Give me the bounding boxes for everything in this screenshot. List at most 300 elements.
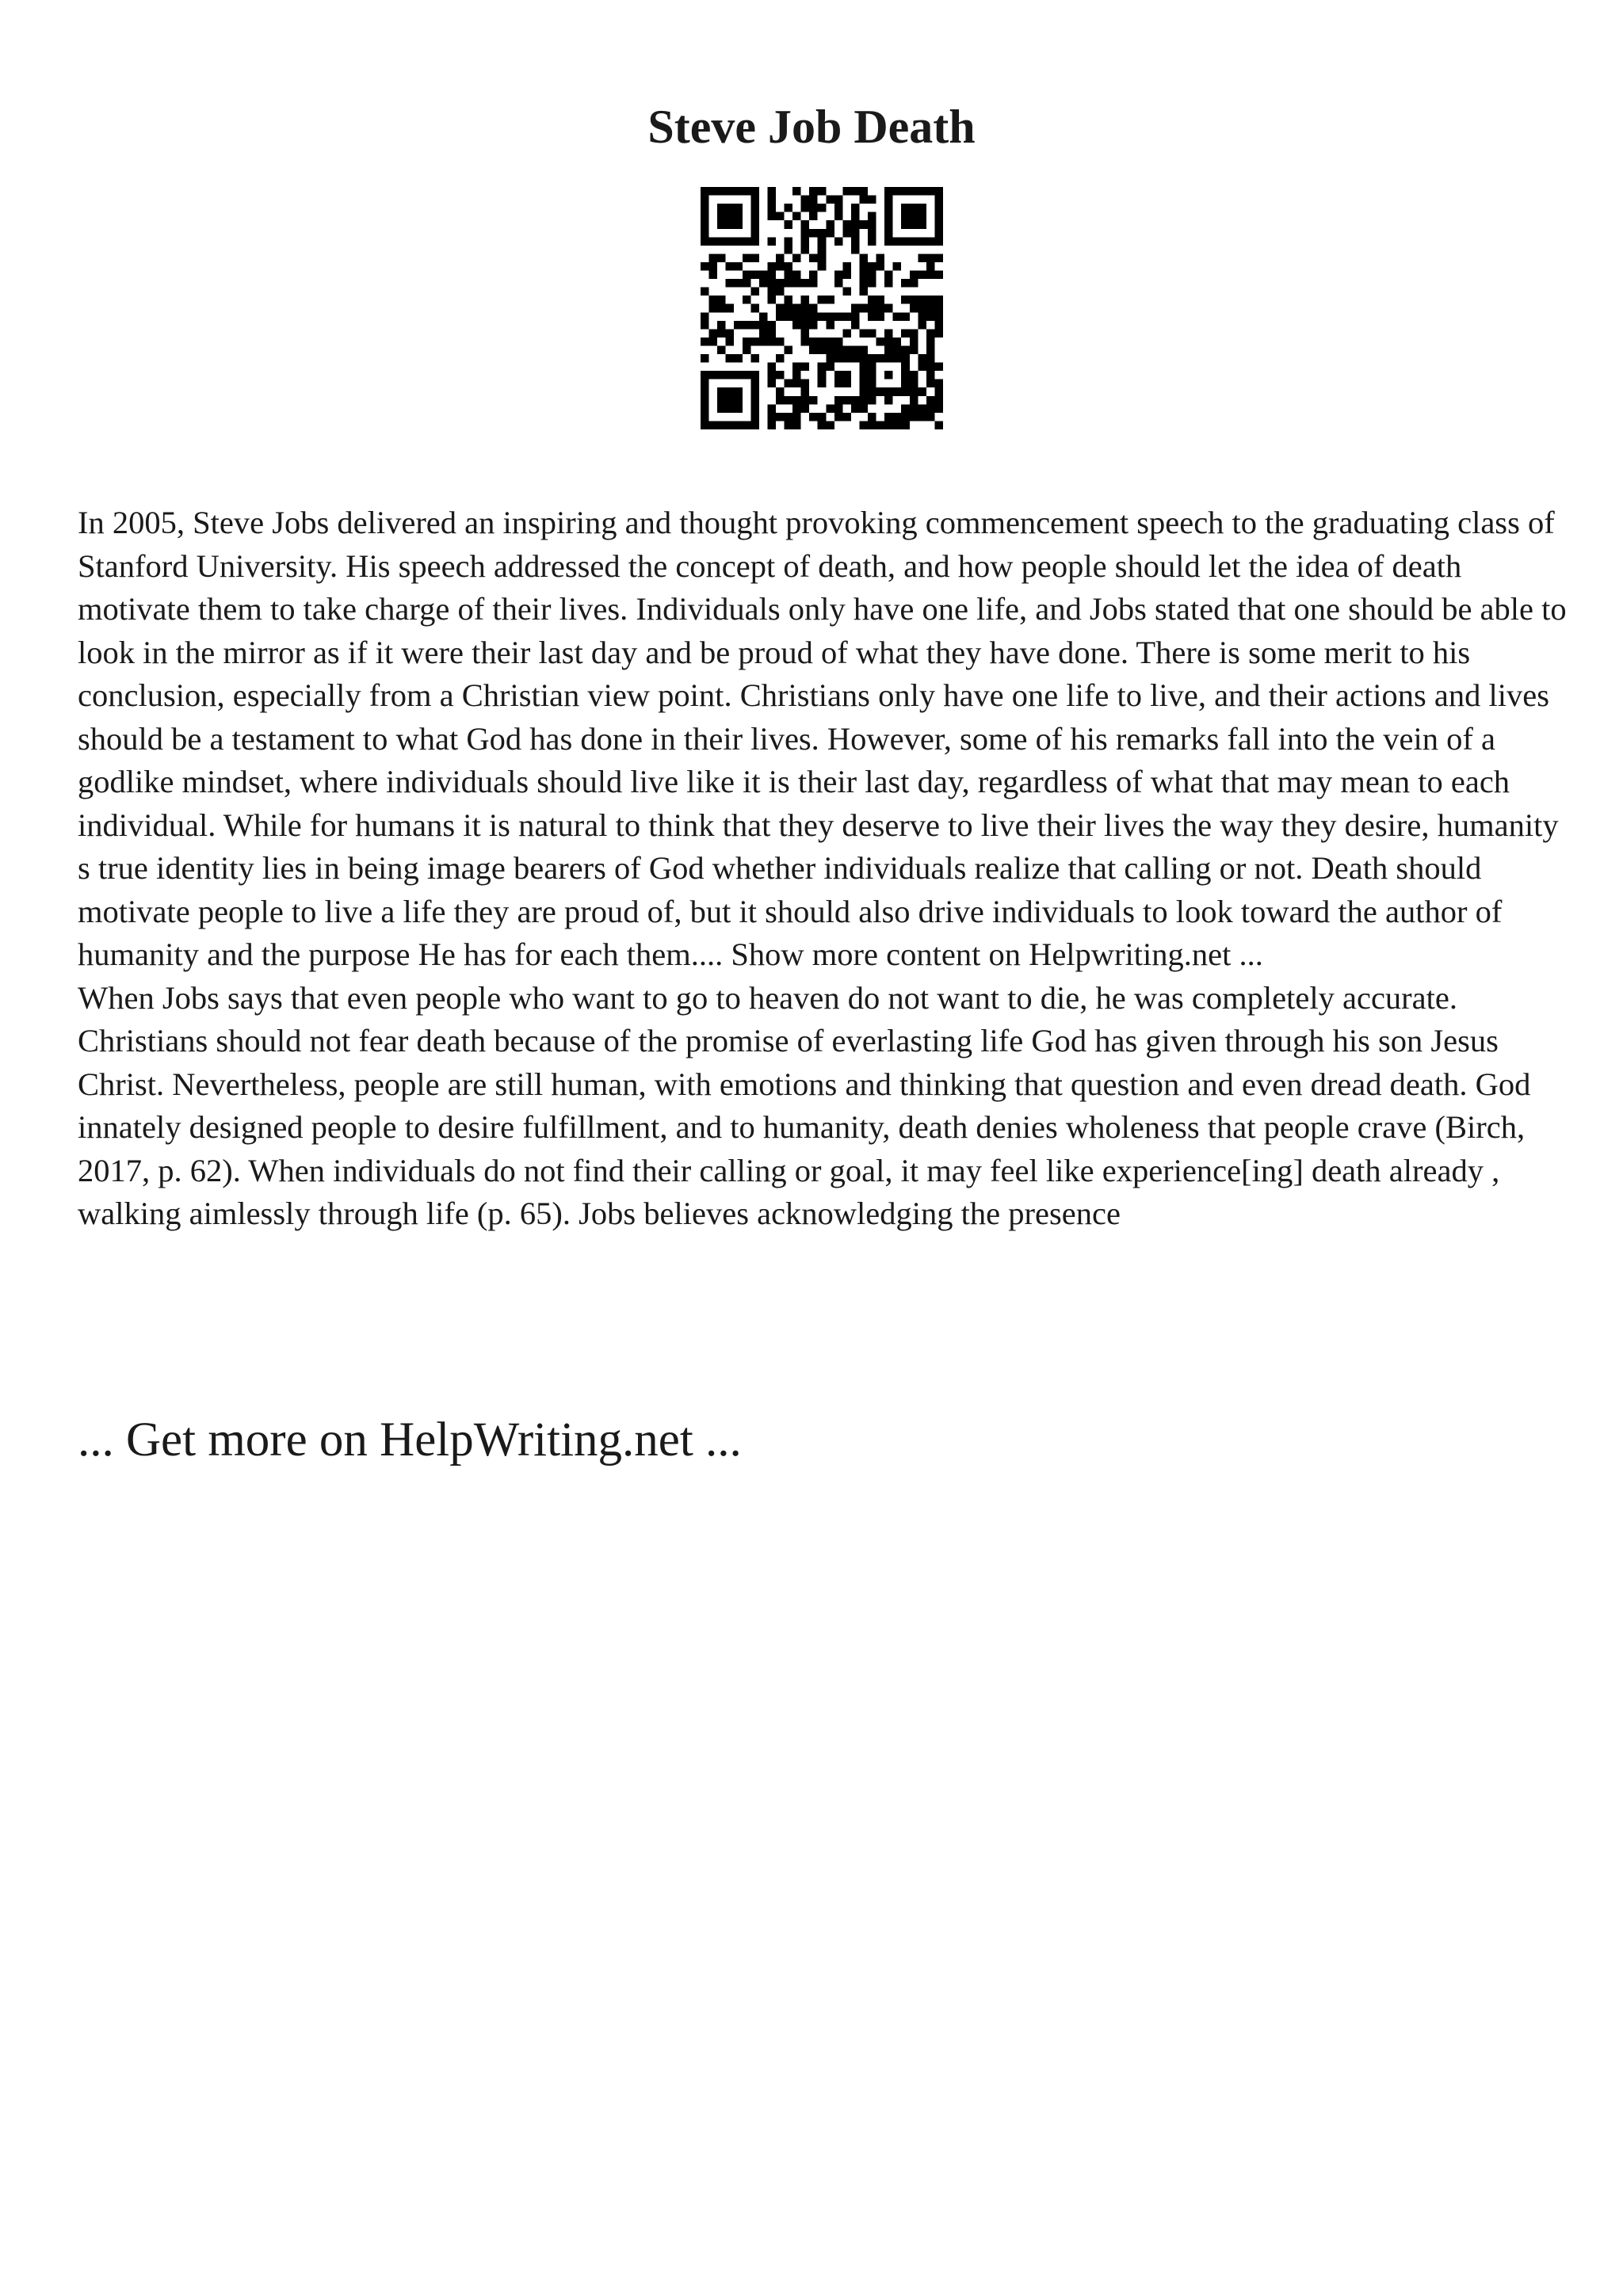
qr-module xyxy=(818,371,827,379)
qr-module xyxy=(809,204,818,212)
qr-module xyxy=(701,237,709,246)
qr-module xyxy=(792,279,801,288)
qr-module xyxy=(818,296,827,304)
qr-module xyxy=(918,204,926,212)
qr-module xyxy=(801,312,810,321)
qr-module xyxy=(701,387,709,396)
qr-module xyxy=(834,345,843,354)
qr-module xyxy=(726,421,735,429)
qr-module xyxy=(750,220,759,229)
qr-module xyxy=(750,421,759,429)
qr-module xyxy=(726,404,735,413)
qr-module xyxy=(926,329,935,338)
qr-module xyxy=(842,187,851,196)
qr-module xyxy=(851,304,860,313)
qr-module xyxy=(717,237,726,246)
qr-module xyxy=(918,387,926,396)
qr-module xyxy=(884,304,893,313)
qr-module xyxy=(767,363,776,372)
qr-module xyxy=(910,212,918,221)
qr-module xyxy=(893,387,902,396)
qr-module xyxy=(851,237,860,246)
qr-module xyxy=(918,312,926,321)
qr-module xyxy=(734,404,743,413)
qr-module xyxy=(801,246,810,254)
qr-module xyxy=(801,304,810,313)
qr-module xyxy=(717,187,726,196)
qr-module xyxy=(701,312,709,321)
qr-module xyxy=(910,237,918,246)
qr-module xyxy=(776,288,785,296)
qr-module xyxy=(834,237,843,246)
qr-module xyxy=(934,296,943,304)
qr-module xyxy=(926,304,935,313)
qr-module xyxy=(717,371,726,379)
qr-module xyxy=(726,279,735,288)
qr-module xyxy=(785,220,793,229)
qr-module xyxy=(801,338,810,346)
qr-module xyxy=(701,220,709,229)
qr-module xyxy=(868,279,876,288)
qr-module xyxy=(934,387,943,396)
qr-module xyxy=(859,304,868,313)
qr-module xyxy=(934,212,943,221)
qr-module xyxy=(726,304,735,313)
qr-module xyxy=(801,296,810,304)
qr-module xyxy=(743,321,751,330)
qr-module xyxy=(868,220,876,229)
qr-module xyxy=(934,329,943,338)
qr-module xyxy=(717,220,726,229)
qr-module xyxy=(701,371,709,379)
qr-module xyxy=(701,413,709,421)
qr-module xyxy=(851,212,860,221)
qr-module xyxy=(767,237,776,246)
qr-module xyxy=(809,271,818,280)
qr-module xyxy=(934,237,943,246)
qr-module xyxy=(926,237,935,246)
qr-module xyxy=(792,271,801,280)
qr-module xyxy=(876,338,885,346)
qr-module xyxy=(743,345,751,354)
qr-module xyxy=(834,371,843,379)
qr-module xyxy=(859,329,868,338)
qr-module xyxy=(884,204,893,212)
qr-module xyxy=(918,254,926,262)
qr-module xyxy=(926,187,935,196)
qr-module xyxy=(792,212,801,221)
qr-module xyxy=(826,229,834,238)
qr-module xyxy=(851,229,860,238)
qr-module xyxy=(826,354,834,363)
qr-module xyxy=(934,271,943,280)
body-paragraph: When Jobs says that even people who want to go to heaven do not want to die, he was completely accurate. Christians should not fear death because of the promise of everlasting life God has given through his son Jesus Christ. Nevertheless, people are still human, with emotions and thinking that question and even dread death. God innately designed people to desire fulfillment, and to humanity, death denies wholeness that people crave (Birch, 2017, p. 62). When individuals do not find their calling or goal, it may feel like experience[ing] death already , walking aimlessly through life (p. 65). Jobs believes acknowledging the presence xyxy=(78,979,1531,1231)
qr-module xyxy=(876,421,885,429)
qr-module xyxy=(934,379,943,388)
qr-module xyxy=(785,396,793,405)
qr-module xyxy=(884,237,893,246)
qr-module xyxy=(826,321,834,330)
qr-module xyxy=(809,229,818,238)
qr-module xyxy=(767,296,776,304)
qr-module xyxy=(851,321,860,330)
qr-module xyxy=(709,187,718,196)
qr-module xyxy=(851,246,860,254)
qr-module xyxy=(834,338,843,346)
qr-module xyxy=(834,396,843,405)
qr-module xyxy=(910,204,918,212)
qr-module xyxy=(901,404,910,413)
qr-module xyxy=(743,338,751,346)
qr-module xyxy=(750,379,759,388)
qr-module xyxy=(792,187,801,196)
qr-module xyxy=(893,413,902,421)
qr-module xyxy=(759,338,768,346)
qr-module xyxy=(884,371,893,379)
qr-module xyxy=(701,404,709,413)
qr-module xyxy=(859,371,868,379)
qr-module xyxy=(918,304,926,313)
qr-module xyxy=(901,237,910,246)
qr-module xyxy=(750,371,759,379)
qr-module xyxy=(901,204,910,212)
qr-module xyxy=(734,396,743,405)
qr-module xyxy=(934,204,943,212)
qr-module xyxy=(884,345,893,354)
qr-module xyxy=(926,312,935,321)
qr-module xyxy=(818,363,827,372)
qr-module xyxy=(809,196,818,204)
qr-module xyxy=(926,363,935,372)
get-more-link[interactable]: ... Get more on HelpWriting.net ... xyxy=(78,1413,742,1466)
qr-module xyxy=(842,229,851,238)
qr-module xyxy=(767,187,776,196)
qr-module xyxy=(750,387,759,396)
qr-module xyxy=(884,387,893,396)
qr-module xyxy=(709,254,718,262)
qr-module xyxy=(884,229,893,238)
qr-module xyxy=(767,321,776,330)
qr-module xyxy=(792,312,801,321)
qr-module xyxy=(826,404,834,413)
qr-module xyxy=(868,354,876,363)
qr-module xyxy=(809,254,818,262)
qr-module xyxy=(901,387,910,396)
qr-module xyxy=(734,220,743,229)
qr-module xyxy=(776,304,785,313)
qr-module xyxy=(842,345,851,354)
qr-module xyxy=(910,396,918,405)
qr-module xyxy=(868,413,876,421)
qr-module xyxy=(834,404,843,413)
qr-module xyxy=(717,421,726,429)
qr-module xyxy=(785,246,793,254)
qr-module xyxy=(785,413,793,421)
qr-module xyxy=(726,387,735,396)
qr-module xyxy=(859,345,868,354)
qr-module xyxy=(750,271,759,280)
qr-module xyxy=(734,262,743,271)
qr-module xyxy=(918,413,926,421)
qr-module xyxy=(709,237,718,246)
qr-module xyxy=(818,421,827,429)
qr-module xyxy=(785,379,793,388)
qr-module xyxy=(767,212,776,221)
qr-module xyxy=(901,371,910,379)
qr-module xyxy=(750,304,759,313)
qr-module xyxy=(818,237,827,246)
qr-module xyxy=(910,296,918,304)
qr-module xyxy=(776,262,785,271)
qr-module xyxy=(934,220,943,229)
qr-module xyxy=(893,187,902,196)
body-paragraph: In 2005, Steve Jobs delivered an inspiring and thought provoking commencement speech to the graduating class of Stanford University. His speech addressed the concept of death, and how people should let the idea of death motivate them to take charge of their lives. Individuals only have one life, and Jobs stated that one should be able to look in the mirror as if it were their last day and be proud of what they have done. There is some merit to his conclusion, especially from a Christian view point. Christians only have one life to live, and their actions and lives should be a testament to what God has done in their lives. However, some of his remarks fall into the vein of a godlike mindset, where individuals should live like it is their last day, regardless of what that may mean to each individual. While for humans it is natural to think that they deserve to live their lives the way they desire, humanity s true identity lies in being image bearers of God whether individuals realize that calling or not. Death should motivate people to live a life they are proud of, but it should also drive individuals to look toward the author of humanity and the purpose He has for each them.... Show more content on Helpwriting.net ... xyxy=(78,505,1567,972)
qr-module xyxy=(918,187,926,196)
qr-module xyxy=(884,212,893,221)
qr-module xyxy=(709,329,718,338)
qr-module xyxy=(884,187,893,196)
qr-module xyxy=(750,204,759,212)
qr-module xyxy=(926,338,935,346)
qr-module xyxy=(851,404,860,413)
qr-module xyxy=(868,196,876,204)
qr-module xyxy=(726,212,735,221)
qr-module xyxy=(726,396,735,405)
qr-module xyxy=(851,354,860,363)
qr-module xyxy=(717,254,726,262)
qr-module xyxy=(859,262,868,271)
qr-module xyxy=(851,204,860,212)
qr-module xyxy=(767,371,776,379)
qr-module xyxy=(759,329,768,338)
qr-module xyxy=(785,271,793,280)
qr-module xyxy=(767,288,776,296)
qr-module xyxy=(859,187,868,196)
qr-module xyxy=(743,271,751,280)
qr-module xyxy=(934,304,943,313)
qr-module xyxy=(792,304,801,313)
qr-module xyxy=(717,296,726,304)
qr-module xyxy=(918,237,926,246)
qr-module xyxy=(809,321,818,330)
qr-module xyxy=(734,371,743,379)
qr-module xyxy=(901,279,910,288)
qr-module xyxy=(717,345,726,354)
qr-module xyxy=(868,304,876,313)
qr-module xyxy=(717,304,726,313)
qr-module xyxy=(934,187,943,196)
qr-module xyxy=(701,196,709,204)
qr-module xyxy=(918,296,926,304)
qr-module xyxy=(801,237,810,246)
qr-module xyxy=(910,387,918,396)
qr-module xyxy=(910,271,918,280)
qr-module xyxy=(717,396,726,405)
qr-module xyxy=(818,345,827,354)
qr-module xyxy=(918,271,926,280)
qr-module xyxy=(759,312,768,321)
qr-module xyxy=(918,212,926,221)
qr-module xyxy=(750,404,759,413)
qr-module xyxy=(868,271,876,280)
qr-module xyxy=(842,413,851,421)
qr-module xyxy=(818,229,827,238)
qr-module xyxy=(776,254,785,262)
qr-module xyxy=(842,396,851,405)
qr-module xyxy=(801,379,810,388)
qr-module xyxy=(734,187,743,196)
qr-module xyxy=(818,312,827,321)
qr-module xyxy=(709,304,718,313)
qr-module xyxy=(801,404,810,413)
qr-module xyxy=(918,220,926,229)
qr-module xyxy=(901,363,910,372)
qr-module xyxy=(792,363,801,372)
qr-module xyxy=(926,262,935,271)
qr-module xyxy=(792,404,801,413)
qr-module xyxy=(750,229,759,238)
qr-module xyxy=(776,212,785,221)
qr-module xyxy=(750,237,759,246)
qr-module xyxy=(818,338,827,346)
qr-module xyxy=(868,396,876,405)
qr-module xyxy=(893,262,902,271)
qr-module xyxy=(884,220,893,229)
qr-module xyxy=(709,338,718,346)
qr-module xyxy=(876,354,885,363)
qr-module xyxy=(767,413,776,421)
qr-module xyxy=(767,204,776,212)
qr-module xyxy=(834,312,843,321)
qr-module xyxy=(717,329,726,338)
qr-module xyxy=(901,329,910,338)
qr-module xyxy=(785,279,793,288)
qr-module xyxy=(918,321,926,330)
qr-module xyxy=(767,421,776,429)
qr-module xyxy=(701,338,709,346)
qr-module xyxy=(776,371,785,379)
qr-module xyxy=(726,187,735,196)
qr-module xyxy=(876,254,885,262)
qr-module xyxy=(776,387,785,396)
qr-module xyxy=(826,345,834,354)
qr-module xyxy=(750,396,759,405)
qr-module xyxy=(750,187,759,196)
qr-module xyxy=(901,421,910,429)
qr-module xyxy=(826,296,834,304)
qr-module xyxy=(868,379,876,388)
qr-module xyxy=(801,387,810,396)
qr-module xyxy=(918,354,926,363)
qr-module xyxy=(818,246,827,254)
qr-module xyxy=(842,312,851,321)
qr-module xyxy=(926,345,935,354)
qr-module xyxy=(934,421,943,429)
qr-module xyxy=(926,271,935,280)
qr-module xyxy=(767,262,776,271)
qr-module xyxy=(901,296,910,304)
qr-module xyxy=(767,196,776,204)
qr-module xyxy=(934,404,943,413)
qr-module xyxy=(743,279,751,288)
qr-module xyxy=(818,254,827,262)
qr-module xyxy=(851,312,860,321)
qr-module xyxy=(809,304,818,313)
document-body xyxy=(78,502,1568,1236)
qr-module xyxy=(734,204,743,212)
qr-module xyxy=(792,371,801,379)
qr-module xyxy=(842,371,851,379)
qr-module xyxy=(910,413,918,421)
qr-module xyxy=(884,279,893,288)
qr-module xyxy=(868,229,876,238)
qr-module xyxy=(701,379,709,388)
qr-module xyxy=(726,354,735,363)
qr-module xyxy=(918,363,926,372)
qr-module xyxy=(876,304,885,313)
qr-module xyxy=(792,321,801,330)
qr-module xyxy=(934,196,943,204)
qr-module xyxy=(792,254,801,262)
qr-module xyxy=(709,262,718,271)
qr-module xyxy=(809,212,818,221)
qr-module xyxy=(734,421,743,429)
qr-module xyxy=(859,363,868,372)
qr-module xyxy=(893,237,902,246)
qr-module xyxy=(851,187,860,196)
qr-module xyxy=(859,379,868,388)
qr-module xyxy=(859,404,868,413)
qr-module xyxy=(893,338,902,346)
qr-code-graphic xyxy=(701,187,943,429)
qr-module xyxy=(701,288,709,296)
qr-module xyxy=(801,329,810,338)
qr-module xyxy=(801,363,810,372)
qr-module xyxy=(750,338,759,346)
qr-module xyxy=(901,379,910,388)
qr-module xyxy=(785,237,793,246)
qr-module xyxy=(743,371,751,379)
qr-module xyxy=(776,396,785,405)
document-title: Steve Job Death xyxy=(647,101,976,153)
qr-module xyxy=(934,363,943,372)
qr-module xyxy=(818,413,827,421)
qr-module xyxy=(834,212,843,221)
qr-module xyxy=(901,187,910,196)
qr-module xyxy=(759,271,768,280)
qr-module xyxy=(726,220,735,229)
qr-module xyxy=(785,421,793,429)
qr-module xyxy=(868,237,876,246)
qr-module xyxy=(743,421,751,429)
qr-module xyxy=(734,237,743,246)
qr-module xyxy=(785,262,793,271)
qr-module xyxy=(776,354,785,363)
qr-module xyxy=(884,396,893,405)
qr-module xyxy=(743,187,751,196)
qr-module xyxy=(750,354,759,363)
qr-module xyxy=(759,279,768,288)
qr-module xyxy=(910,220,918,229)
qr-module xyxy=(884,413,893,421)
qr-module xyxy=(826,421,834,429)
qr-module xyxy=(776,413,785,421)
qr-module xyxy=(859,421,868,429)
qr-module xyxy=(792,413,801,421)
qr-module xyxy=(734,354,743,363)
qr-module xyxy=(834,204,843,212)
qr-module xyxy=(726,329,735,338)
